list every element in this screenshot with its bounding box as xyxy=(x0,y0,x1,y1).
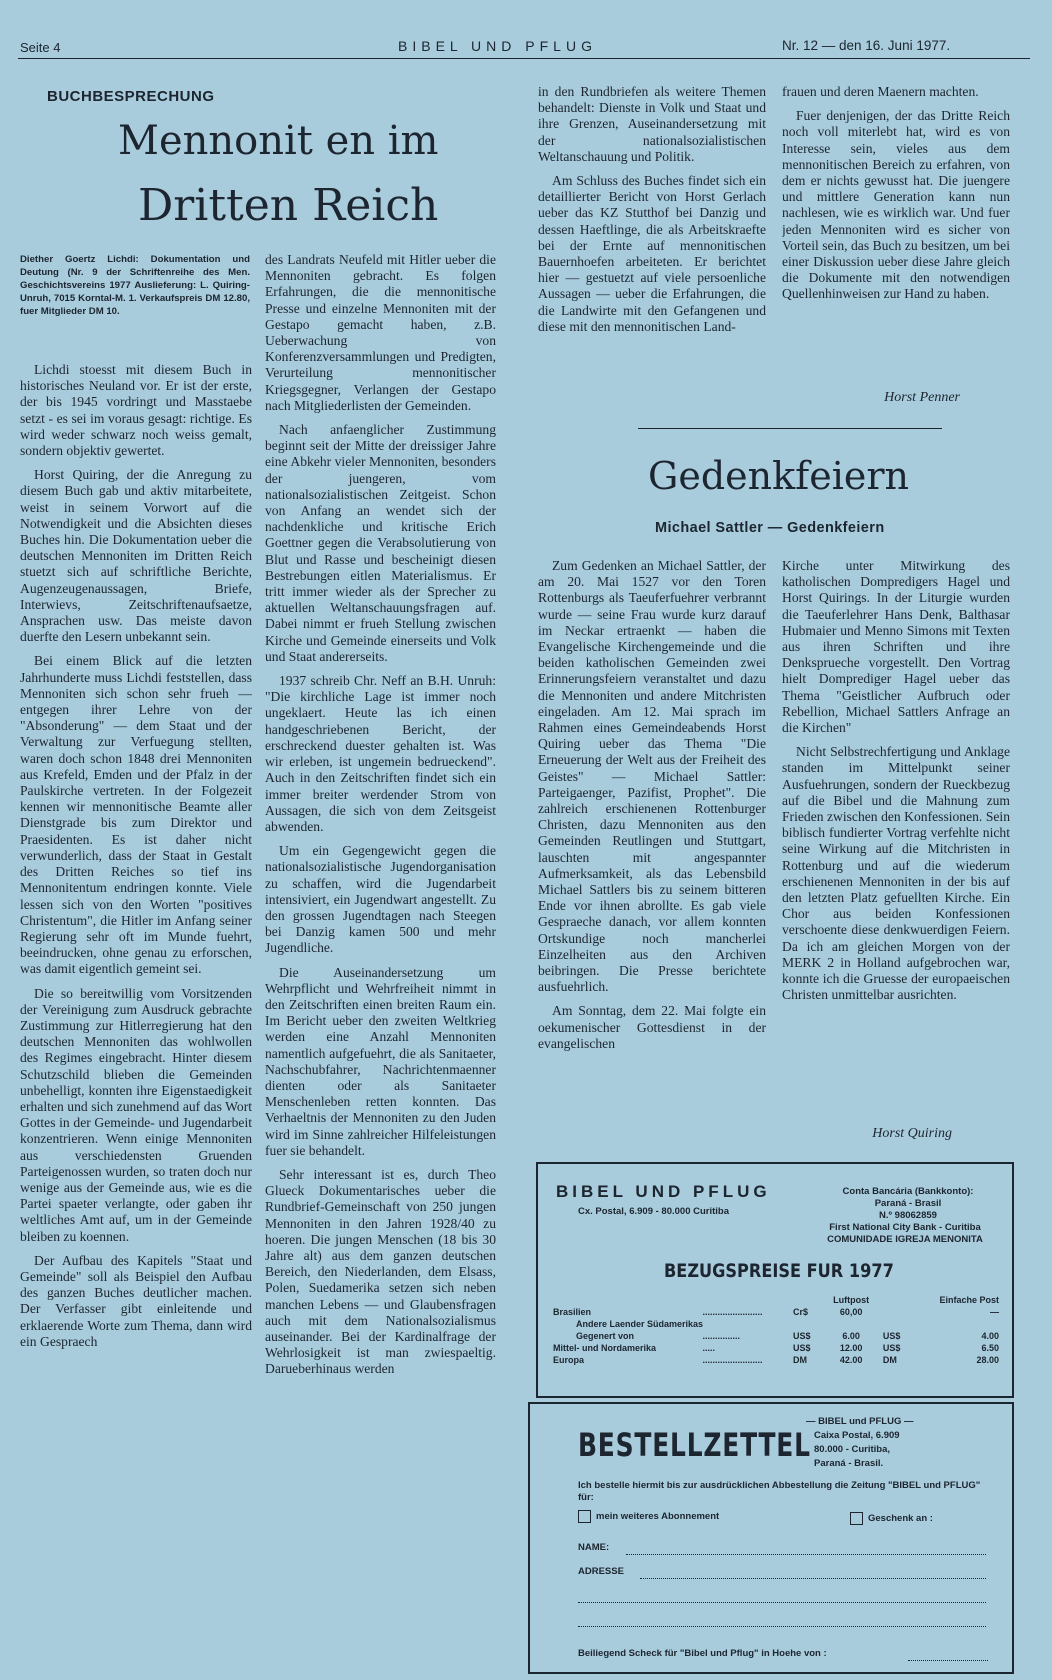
address-label: ADRESSE xyxy=(578,1566,624,1577)
paragraph: frauen und deren Maenern machten. xyxy=(782,84,979,99)
option-subscription[interactable] xyxy=(578,1510,719,1523)
paragraph: Nach anfaenglicher Zustimmung beginnt seit der Mitte der dreissiger Jahre eine Abkehr vieler Mennoniten, besonders der juengeren, vom nationalsozialistischen Zeitgeist. Schon von Anfang an wendet sich der nachdenkliche und kritische Erich Goettner gegen die Verabsolutierung von Blut und Rasse und bescheinigt diesen Bestrebungen eitlen Materialismus. Er tritt immer wieder als der Sprecher zu aktuellen Weltanschauungsfragen auf. Dabei nimmt er frueh Stellung zwischen Kirche und Gemeinde einerseits und Volk und Staat andererseits. xyxy=(265,422,496,664)
option-label: mein weiteres Abonnement xyxy=(596,1511,720,1523)
row-currency: US$ xyxy=(793,1331,811,1341)
prices-title: BEZUGSPREISE FUR 1977 xyxy=(664,1260,894,1282)
table-row xyxy=(550,1342,1002,1354)
feature-title: Gedenkfeiern xyxy=(648,454,909,498)
paragraph: Der Aufbau des Kapitels "Staat und Gemeinde" soll als Beispiel den Aufbau des ganzen Buches deutlicher machen. Der Verfasser gibt einleitende und erklaerende Worte zum Thema, dann wird ein Gespraech xyxy=(20,1252,252,1349)
paragraph: Sehr interessant ist es, durch Theo Glueck Dokumentarisches ueber die Rundbrief-Gemeinschaft von 250 jungen Mennoniten in den Jahren 1928/40 zu hoeren. Die jungen Menschen (18 bis 30 Jahre alt) aus dem ganzen deutschen Bereich, den Niederlanden, dem Elsass, Polen, Suedamerika setzen sich neben manchen Lebens — und Glaubensfragen auch mit dem Nationalsozialismus auseinander. Bei der Kardinalfrage der Wehrlosigkeit ist man zwiespaeltig. Darueberhinaus werden xyxy=(265,1166,496,1377)
address-field-1[interactable] xyxy=(640,1578,986,1579)
option-gift[interactable] xyxy=(850,1512,933,1525)
review-column-2 xyxy=(265,252,496,1672)
page-number: Seite 4 xyxy=(20,40,61,55)
row-dots: ........................ xyxy=(702,1307,763,1317)
row-label: Andere Laender Südamerikas xyxy=(576,1319,704,1329)
review-title-line2: Dritten Reich xyxy=(138,180,439,231)
section-kicker: BUCHBESPRECHUNG xyxy=(47,88,215,105)
row-label: Europa xyxy=(553,1355,585,1365)
review-title-line1: Mennonit en im xyxy=(118,118,439,164)
row-luftpost: 12.00 xyxy=(839,1343,863,1353)
paragraph: Fuer denjenigen, der das Dritte Reich noch voll miterlebt hat, wird es von Interesse sein, vieles aus dem mennonitischen Bereich zu erfahren, von dem er nichts gewusst hat. Die juengere und mittlere Generation kann nun nachlesen, wie es wirklich war. Und fuer jeden Mennoniten wird es sicher von Vorteil sein, das Buch zu besitzen, um bei einer Diskussion ueber diese Jahre gleich die Dokumente mit den notwendigen Quellenhinweisen zur Hand zu haben. xyxy=(782,108,1010,302)
row-currency: US$ xyxy=(793,1343,811,1353)
feature-column-left xyxy=(538,558,766,1168)
feature-signature: Horst Quiring xyxy=(872,1126,952,1141)
order-intro: Ich bestelle hiermit bis zur ausdrücklichen Abbestellung die Zeitung "BIBEL und PFLUG" für: xyxy=(578,1480,981,1503)
community-name: COMUNIDADE IGREJA MENONITA xyxy=(827,1234,983,1245)
review-signature: Horst Penner xyxy=(884,390,960,405)
name-label: NAME: xyxy=(578,1542,610,1553)
row-dots: ............... xyxy=(702,1331,741,1341)
paragraph: Zum Gedenken an Michael Sattler, der am 20. Mai 1527 vor den Toren Rottenburgs als Taeuferfuehrer verbrannt wurde — seine Frau wurde kurz darauf im Neckar ertraenkt — haben die Evangelische Kirchengemeinde und die beiden katholischen Gemeinden zwei Erinnerungsfeiern veranstaltet und dazu die Mennoniten und andere Mitchristen eingeladen. Am 12. Mai sprach im Rahmen eines Gemeindeabends Horst Quiring ueber das Thema "Die Erneuerung der Welt aus der Freiheit des Geistes" — Michael Sattler: Parteigaenger, Pazifist, Prophet". Die zahlreich erschienenen Rottenburger Christen, dazu Mennoniten aus den Gemeinden Reutlingen und Stuttgart, lauschten mit angespannter Aufmerksamkeit, als das Lebensbild Michael Sattlers bis zu seinem bitteren Ende vor ihnen abrollte. Es gab viele Gespraeche danach, vor allem konnten Ortskundige noch mancherlei Einzelheiten aus den Archiven beibringen. Die Presse berichtete ausfuehrlich. xyxy=(538,558,766,995)
row-currency-2: DM xyxy=(882,1355,897,1365)
feature-column-right xyxy=(782,558,1010,1128)
paragraph: 1937 schreib Chr. Neff an B.H. Unruh: "Die kirchliche Lage ist immer noch ungeklaert. Heute las ich einen handgeschriebenen Bericht, der erschreckend duester gehalten ist. Was wir erleben, ist ungemein bedrueckend". Auch in den Zeitschriften findet sich ein immer breiter werdender Strom von Aussagen, die sich von dem Zeitsgeist abwenden. xyxy=(265,673,496,834)
paragraph: Die so bereitwillig vom Vorsitzenden der Vereinigung zum Ausdruck gebrachte Zustimmung zur Hitlerregierung hat den deutschen Mennoniten das wohlwollen des Regimes eingebracht. Hinter diesem Schutzschild blieben die Gemeinden unbehelligt, konnten ihre Eigenstaedigkeit erhalten und sich zunehmend auf das Wort Gottes in der Gemeinde- und Jugendarbeit konzentrieren. Wenn einige Mennoniten aus verschiedensten Gruenden Parteigenossen wurden, so traten doch nur wenige aus der Gemeinde aus, wie es die Partei spaeter verlangte, oder gaben ihr weltliches Amt auf, um in der Gemeinde bleiben zu koennen. xyxy=(20,985,252,1244)
row-dots: ........................ xyxy=(702,1355,763,1365)
row-dots: ..... xyxy=(702,1343,716,1353)
row-einfache: 28.00 xyxy=(976,1355,999,1365)
name-field[interactable] xyxy=(626,1554,986,1555)
header-rule xyxy=(18,58,1030,59)
review-column-3 xyxy=(538,84,766,414)
paragraph: Um ein Gegengewicht gegen die nationalsozialistische Jugendorganisation zu schaffen, wird die Jugendarbeit intensiviert, ein Jugendwart angestellt. Zu den grossen Jugendtagen nach Steegen bei Danzig kamen 500 und mehr Jugendliche. xyxy=(265,843,496,956)
row-currency-2 xyxy=(880,1306,912,1318)
row-luftpost: 42.00 xyxy=(839,1355,863,1365)
paragraph: Lichdi stoesst mit diesem Buch in historisches Neuland vor. Er ist der erste, der bis 1945 vordringt und Masstaebe setzt - es sei im voraus gesagt: richtige. Es wird weder schwarz noch weiss gemalt, sondern objektiv gewertet. xyxy=(20,362,252,459)
table-row xyxy=(550,1306,1002,1318)
row-luftpost: 6.00 xyxy=(842,1331,860,1341)
option-label: Geschenk an : xyxy=(868,1513,933,1525)
amount-field[interactable] xyxy=(908,1660,988,1661)
row-currency-2: US$ xyxy=(882,1331,901,1341)
masthead: BIBEL UND PFLUG xyxy=(398,38,597,54)
table-row xyxy=(550,1354,1002,1366)
order-title: BESTELLZETTEL xyxy=(578,1426,811,1464)
paragraph: des Landrats Neufeld mit Hitler ueber die Mennoniten gebracht. Es folgen Erfahrungen, die die mennonitische Presse und einzelne Mennoniten mit der Gestapo gemacht haben, z.B. Ueberwachung von Konferenzversammlungen und Predigten, Verurteilung mennonitischer Kriegsgegner, Verlangen der Gestapo nach Mitgliederlisten der Gemeinden. xyxy=(265,252,496,413)
table-row xyxy=(550,1330,1002,1342)
review-column-1 xyxy=(20,362,252,1672)
order-address-4: Paraná - Brasil. xyxy=(814,1458,884,1469)
section-divider xyxy=(638,428,942,429)
row-label: Mittel- und Nordamerika xyxy=(553,1343,657,1353)
paragraph: Bei einem Blick auf die letzten Jahrhunderte muss Lichdi feststellen, dass Mennoniten sich schon sehr frueh — entgegen ihrer Lehre von der "Absonderung" — dem Staat und der Verwaltung zur Verfuegung stellten, waren doch schon 1848 drei Mennoniten aus Krefeld, Emden und der Pfalz in der Paulskirche vertreten. In der Folgezeit kennen wir mennonitische Beamte aller Dienstgrade bis zum Direktor und Praesidenten. Es ist daher nicht verwunderlich, dass der Staat in Gestalt des Dritten Reiches so tief ins Mennonitentum endringen konnte. Viele lessen sich von den Worten "positives Christentum", die Hitler im Anfang seiner Regierung sehr oft im Munde fuehrt, beeindrucken, ohne genau zu erforschen, was damit eigentlich gemeint sei. xyxy=(20,653,252,977)
book-details: Diether Goertz Lichdi: Dokumentation und Deutung (Nr. 9 der Schriftenreihe des Men. Geschichtsvereins 1977 Auslieferung: L. Quiring-Unruh, 7015 Korntal-M. 1. Verkaufspreis DM 12.80, fuer Mitglieder DM 10. xyxy=(20,254,250,317)
feature-subtitle: Michael Sattler — Gedenkfeiern xyxy=(655,520,885,536)
issue-date: Nr. 12 — den 16. Juni 1977. xyxy=(782,38,951,53)
paragraph: Kirche unter Mitwirkung des katholischen Dompredigers Hagel und Horst Quirings. In der Liturgie wurden die Taeuferlehrer Hans Denk, Balthasar Hubmaier und Menno Simons mit Texten aus ihren Schriften und ihre Denksprueche vorgestellt. Den Vortrag hielt Domprediger Hagel ueber das Thema "Geistlicher Aufbruch oder Rebellion, Michael Sattlers Anfrage an die Kirchen" xyxy=(782,558,1010,736)
checkbox[interactable] xyxy=(850,1512,863,1525)
row-luftpost: 60,00 xyxy=(839,1307,863,1317)
column-header: Einfache Post xyxy=(939,1295,999,1305)
row-label: Gegenert von xyxy=(576,1331,635,1341)
paragraph: Horst Quiring, der die Anregung zu diesem Buch gab und aktiv mitarbeitete, weist in seinem Vorwort auf die Notwendigkeit und die Absichten dieses Buches hin. Die Dokumentation ueber die deutschen Mennoniten im Dritten Reich stuetzt sich auf schriftliche Berichte, Augenzeugenaussagen, Briefe, Interwievs, Zeitschriftenaufsaetze, Ansprachen usw. Das meiste davon duerfte den Lesern unbekannt sein. xyxy=(20,467,252,645)
bank-city: Paraná - Brasil xyxy=(874,1198,942,1209)
row-currency-2: US$ xyxy=(882,1343,901,1353)
order-address-3: 80.000 - Curitiba, xyxy=(814,1444,891,1455)
bank-label: Conta Bancária (Bankkonto): xyxy=(842,1186,974,1197)
price-table xyxy=(550,1294,1002,1366)
row-einfache: — xyxy=(990,1307,999,1317)
row-currency: Cr$ xyxy=(793,1307,809,1317)
bank-number: N.º 98062859 xyxy=(879,1210,937,1221)
table-header-row xyxy=(550,1294,1002,1306)
paragraph: in den Rundbriefen als weitere Themen behandelt: Dienste in Volk und Staat und ihre Grenzen, Auseinandersetzung mit der nationalsozialistischen Weltanschauung und Politik. xyxy=(538,84,766,164)
paragraph: Am Sonntag, dem 22. Mai folgte ein oekumenischer Gottesdienst in der evangelischen xyxy=(538,1003,766,1051)
row-einfache: 4.00 xyxy=(981,1331,999,1341)
bank-name: First National City Bank - Curitiba xyxy=(829,1222,981,1233)
row-einfache: 6.50 xyxy=(981,1343,999,1353)
checkbox[interactable] xyxy=(578,1510,591,1523)
column-header: Luftpost xyxy=(833,1295,870,1305)
table-row xyxy=(550,1318,1002,1330)
subscription-title: BIBEL UND PFLUG xyxy=(556,1182,771,1201)
order-address-2: Caixa Postal, 6.909 xyxy=(814,1430,900,1441)
order-address-1: — BIBEL und PFLUG — xyxy=(806,1416,914,1427)
paragraph: Am Schluss des Buches findet sich ein detaillierter Bericht von Horst Gerlach ueber das KZ Stutthof bei Danzig und dessen Haeftlinge, die als Arbeitskraefte bei der Ernte auf mennonitischen Bauernhoefen arbeiteten. Er berichtet hier — gestuetzt auf viele persoenliche Aussagen — ueber die Erfahrungen, die die Landwirte mit den Gefangenen und diese mit den mennonitischen Land- xyxy=(538,173,766,334)
subscription-box xyxy=(536,1162,1014,1398)
review-column-4 xyxy=(782,84,1010,384)
address-field-2[interactable] xyxy=(578,1602,986,1603)
paragraph: Nicht Selbstrechfertigung und Anklage standen im Mittelpunkt seiner Ausfuehrungen, sondern der Rueckbezug auf die Bibel und die Mahnung zum Frieden zwischen den Konfessionen. Sein biblisch fundierter Vortrag verfehlte nicht seine Wirkung auf die Mitchristen in Rottenburg und auf die wiederum erschienenen Mennoniten in der bis auf den letzten Platz gefuellten Kirche. Ein Chor aus beiden Konfessionen verschoente diese denkwuerdigen Feiern. Da ich am gleichen Morgen von der MERK 2 in Holland aufgebrochen war, konnte ich die Gruesse der europaeischen Christen unmittelbar ausrichten. xyxy=(782,744,1010,1003)
row-currency: DM xyxy=(793,1355,808,1365)
order-form xyxy=(528,1402,1014,1674)
address-field-3[interactable] xyxy=(578,1626,986,1627)
order-footer: Beiliegend Scheck für "Bibel und Pflug" in Hoehe von : xyxy=(578,1648,827,1659)
subscription-postbox: Cx. Postal, 6.909 - 80.000 Curitiba xyxy=(578,1206,730,1217)
paragraph: Die Auseinandersetzung um Wehrpflicht und Wehrfreiheit nimmt in den Zeitschriften einen breiten Raum ein. Im Bericht ueber den zweiten Weltkrieg werden eine Anzahl Mennoniten namentlich aufgefuehrt, die als Sanitaeter, Nachschubfahrer, Nachrichtenmaenner dienten oder als Sanitaeter Menschenleben retten konnten. Das Verhaeltnis der Mennoniten zu den Juden wird im Sinne zahlreicher Hilfeleistungen fuer sie behandelt. xyxy=(265,964,496,1158)
row-label: Brasilien xyxy=(553,1307,592,1317)
